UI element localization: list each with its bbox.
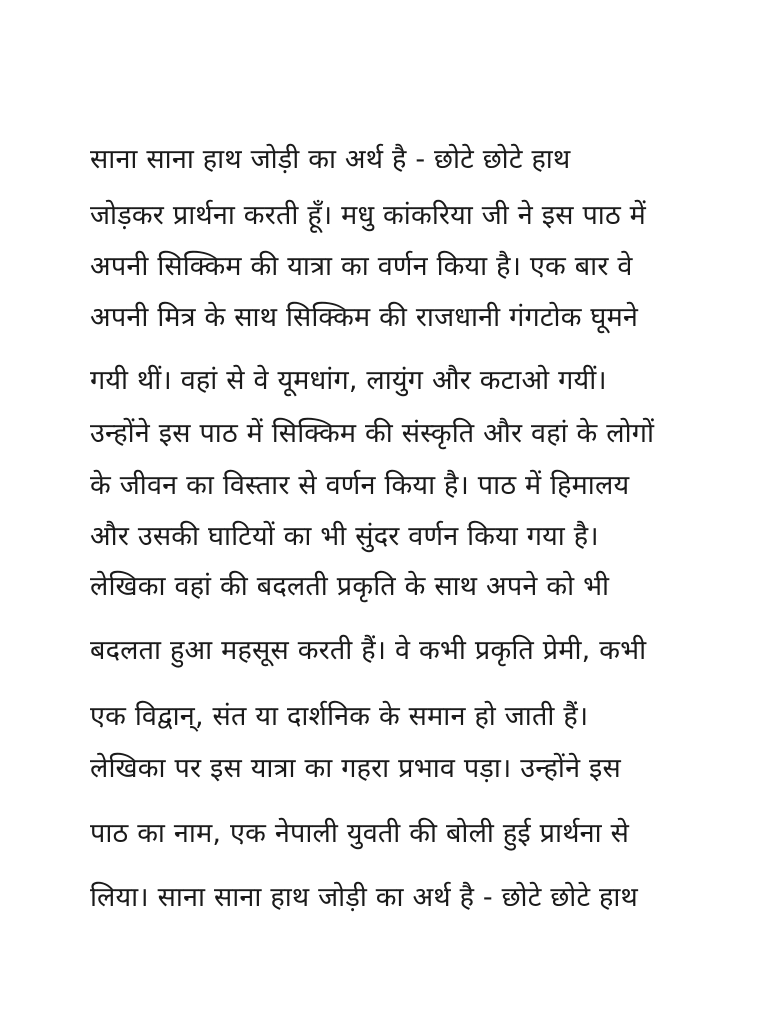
- text-line: साना साना हाथ जोड़ी का अर्थ है - छोटे छोटे हाथ: [90, 144, 571, 175]
- text-line: लेखिका वहां की बदलती प्रकृति के साथ अपने को भी: [90, 571, 610, 602]
- text-line: अपनी सिक्किम की यात्रा का वर्णन किया है। एक बार वे: [90, 251, 633, 282]
- text-line: पाठ का नाम, एक नेपाली युवती की बोली हुई प्रार्थना से: [90, 818, 630, 849]
- text-line: उन्होंने इस पाठ में सिक्किम की संस्कृति और वहां के लोगों: [90, 418, 655, 449]
- text-line: अपनी मित्र के साथ सिक्किम की राजधानी गंगटोक घूमने: [90, 302, 639, 333]
- text-line: लिया। साना साना हाथ जोड़ी का अर्थ है - छोटे छोटे हाथ: [90, 882, 639, 913]
- text-line: एक विद्वान्, संत या दार्शनिक के समान हो जाती हैं।: [90, 701, 589, 732]
- text-line: जोड़कर प्रार्थना करती हूँ। मधु कांकरिया जी ने इस पाठ में: [90, 200, 646, 231]
- text-line: लेखिका पर इस यात्रा का गहरा प्रभाव पड़ा। उन्होंने इस: [90, 753, 621, 784]
- text-line: गयी थीं। वहां से वे यूमधांग, लायुंग और कटाओ गयीं।: [90, 365, 607, 396]
- text-line: बदलता हुआ महसूस करती हैं। वे कभी प्रकृति प्रेमी, कभी: [90, 635, 647, 666]
- text-line: और उसकी घाटियों का भी सुंदर वर्णन किया गया है।: [90, 521, 599, 552]
- text-line: के जीवन का विस्तार से वर्णन किया है। पाठ में हिमालय: [90, 470, 630, 501]
